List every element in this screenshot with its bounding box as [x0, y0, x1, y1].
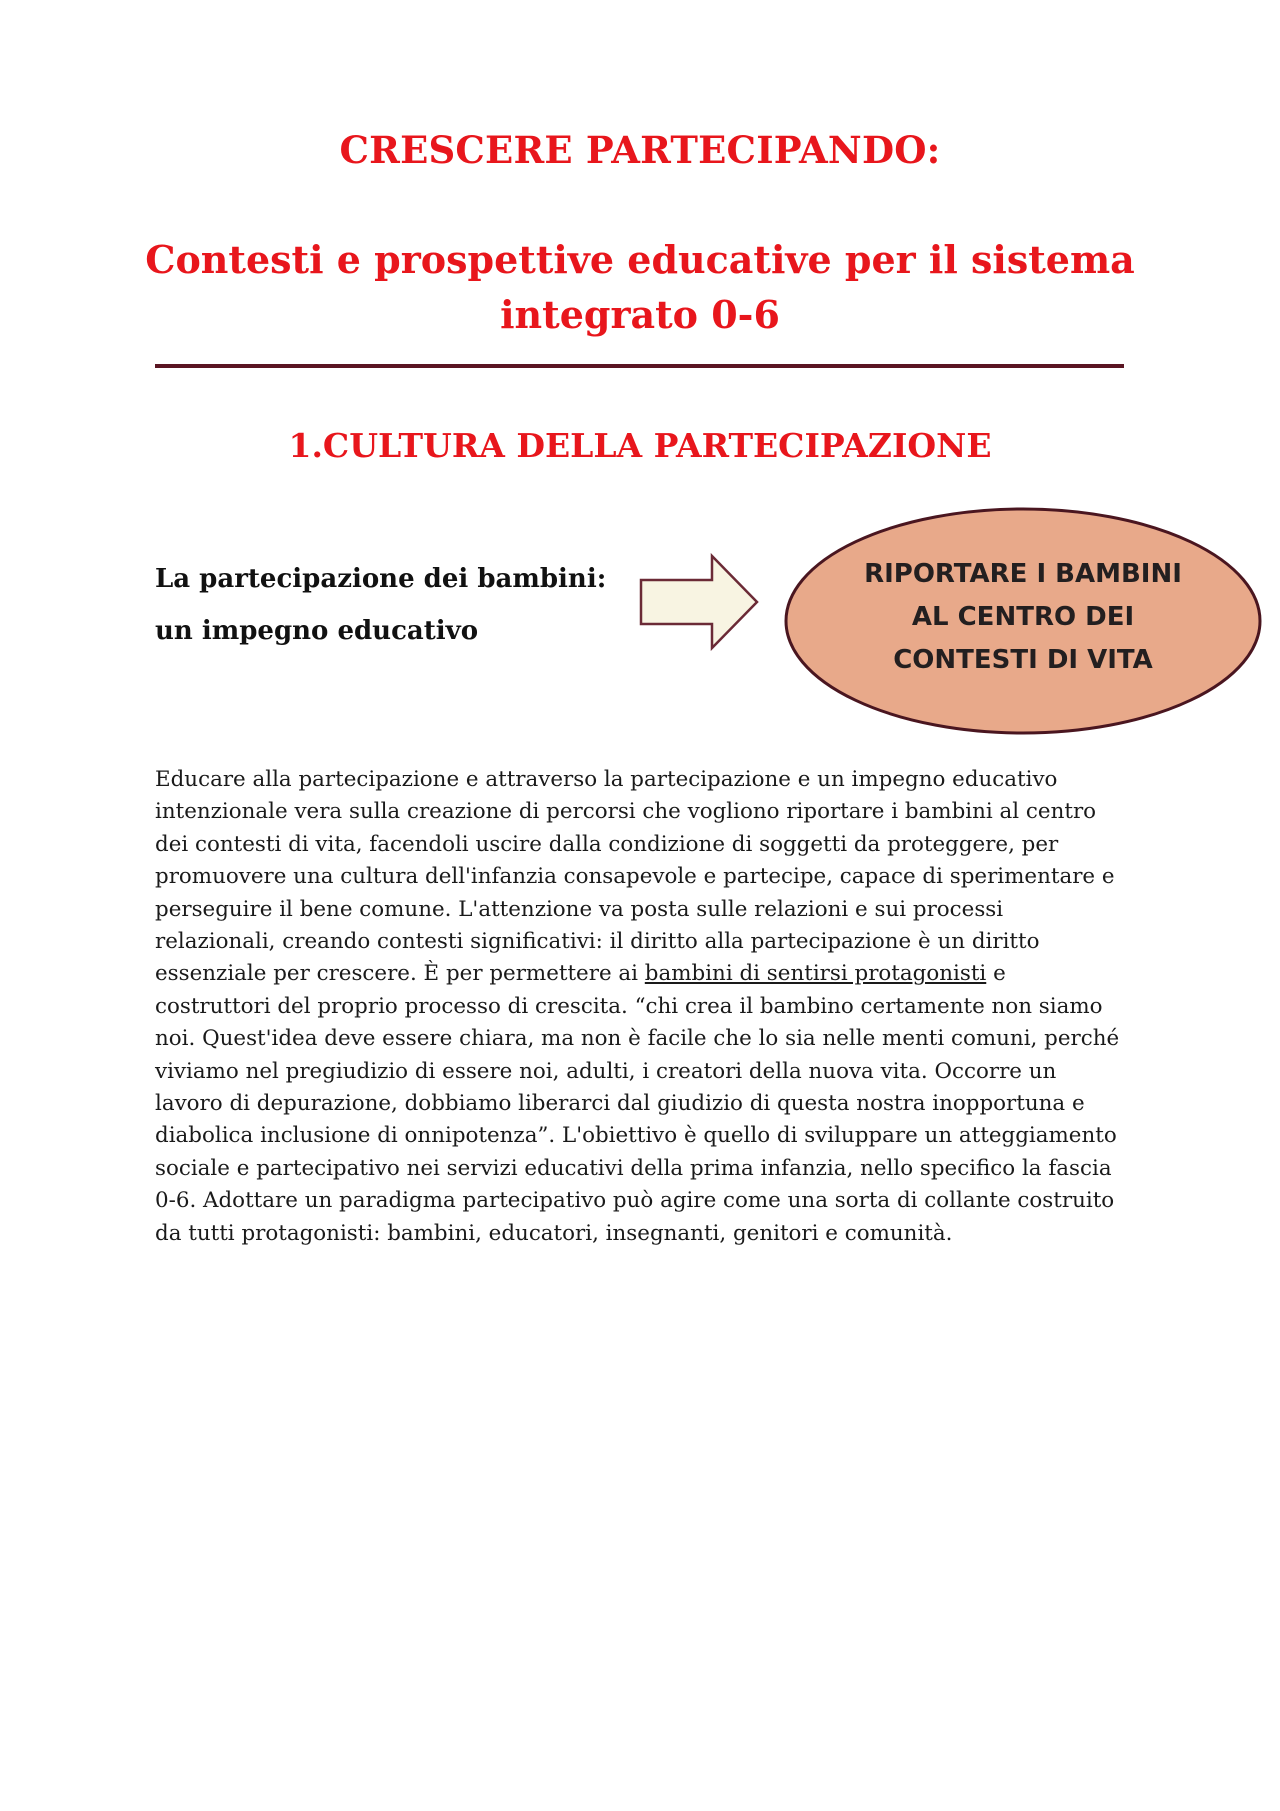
subtitle-line-1: Contesti e prospettive educative per il sistema [145, 237, 1135, 282]
lead-heading [155, 553, 606, 657]
callout-line-1: RIPORTARE I BAMBINI [864, 559, 1182, 589]
callout-text [783, 553, 1263, 682]
document-subtitle [140, 232, 1140, 342]
paragraph-line: da tutti protagonisti: bambini, educatori, insegnanti, genitori e comunità. [155, 1220, 953, 1246]
paragraph-line: relazionali, creando contesti significativi: il diritto alla partecipazione è un diritto [155, 929, 1040, 955]
callout-line-3: CONTESTI DI VITA [893, 645, 1153, 675]
paragraph-line: sociale e partecipativo nei servizi educativi della prima infanzia, nello specifico la fascia [155, 1155, 1112, 1181]
paragraph-line: intenzionale vera sulla creazione di percorsi che vogliono riportare i bambini al centro [155, 799, 1097, 825]
paragraph-line: 0-6. Adottare un paradigma partecipativo può agire come una sorta di collante costruito [155, 1188, 1115, 1214]
subtitle-line-2: integrato 0-6 [500, 292, 780, 337]
lead-line-1: La partecipazione dei bambini: [155, 564, 607, 594]
paragraph-line: viviamo nel pregiudizio di essere noi, adulti, i creatori della nuova vita. Occorre un [155, 1058, 1057, 1084]
paragraph-text: essenziale per crescere. È per permettere ai [155, 961, 645, 987]
callout-line-2: AL CENTRO DEI [911, 602, 1135, 632]
underlined-phrase: bambini di sentirsi protagonisti [644, 961, 987, 987]
paragraph-line: perseguire il bene comune. L'attenzione va posta sulle relazioni e sui processi [155, 896, 1004, 922]
paragraph-line: lavoro di depurazione, dobbiamo liberarci dal giudizio di questa nostra inopportuna e [155, 1091, 1085, 1117]
paragraph-line: diabolica inclusione di onnipotenza”. L'obiettivo è quello di sviluppare un atteggiamento [155, 1123, 1117, 1149]
lead-line-2: un impegno educativo [155, 616, 479, 646]
paragraph-line: dei contesti di vita, facendoli uscire dalla condizione di soggetti da proteggere, per [155, 831, 1059, 857]
paragraph-line: Educare alla partecipazione e attraverso la partecipazione e un impegno educativo [155, 767, 1058, 792]
body-paragraph [155, 764, 1145, 1250]
paragraph-line: noi. Quest'idea deve essere chiara, ma non è facile che lo sia nelle menti comuni, perché [155, 1026, 1120, 1052]
paragraph-line: costruttori del proprio processo di crescita. “chi crea il bambino certamente non siamo [155, 993, 1103, 1019]
paragraph-line [155, 958, 1145, 990]
right-arrow-icon [638, 553, 760, 651]
paragraph-text: e [986, 961, 1006, 987]
paragraph-line: promuovere una cultura dell'infanzia consapevole e partecipe, capace di sperimentare e [155, 864, 1115, 890]
section-heading: 1.CULTURA DELLA PARTECIPAZIONE [288, 426, 992, 465]
title-divider [155, 364, 1124, 368]
arrow-shape [641, 556, 757, 648]
document-title: CRESCERE PARTECIPANDO: [339, 128, 941, 172]
